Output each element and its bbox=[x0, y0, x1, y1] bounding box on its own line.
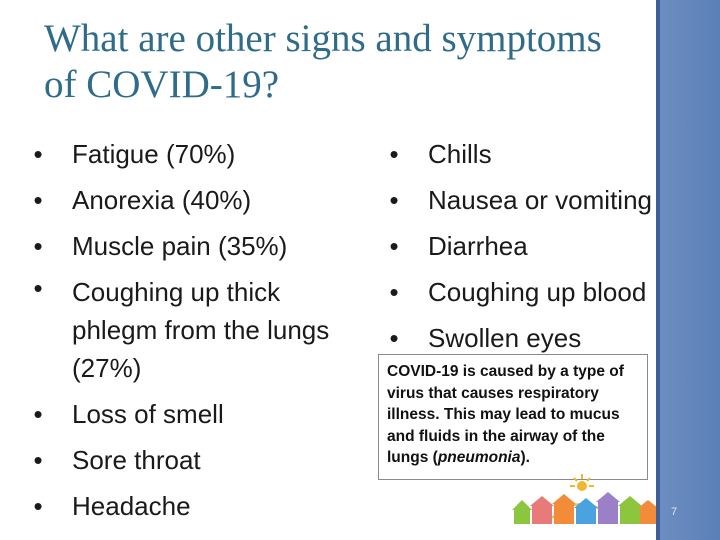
sun-icon bbox=[570, 474, 594, 491]
callout-text: COVID-19 is caused by a type of virus that causes respiratory illness. This may lead to mucus and fluids in the airway of the lungs ( bbox=[387, 363, 624, 466]
list-item-text: Anorexia (40%) bbox=[72, 185, 252, 215]
list-item bbox=[28, 391, 358, 437]
bullet-icon: • bbox=[389, 231, 399, 261]
bullet-icon: • bbox=[33, 491, 43, 521]
bullet-icon: • bbox=[389, 277, 399, 307]
decorative-sidebar bbox=[656, 0, 720, 540]
page-number: 7 bbox=[670, 506, 678, 518]
houses-logo bbox=[512, 470, 662, 530]
callout-suffix: ). bbox=[520, 449, 530, 466]
bullet-icon: • bbox=[33, 185, 43, 215]
list-item-text: Diarrhea bbox=[428, 231, 528, 261]
bullet-icon: • bbox=[389, 139, 399, 169]
list-item bbox=[28, 269, 358, 391]
list-item-text: Coughing up thick phlegm from the lungs (27%) bbox=[72, 277, 330, 383]
bullet-icon: • bbox=[389, 323, 399, 353]
callout-emphasis: pneumonia bbox=[437, 449, 521, 466]
list-item-text: Headache bbox=[72, 491, 191, 521]
list-item-text: Swollen eyes bbox=[428, 323, 582, 353]
bullet-icon: • bbox=[33, 445, 43, 475]
list-item bbox=[384, 223, 684, 269]
list-item bbox=[384, 269, 684, 315]
slide-title: What are other signs and symptoms of COVID-19? bbox=[44, 17, 602, 106]
bullet-icon: • bbox=[389, 185, 399, 215]
list-item bbox=[28, 437, 358, 483]
bullet-icon: • bbox=[33, 273, 43, 303]
list-item bbox=[28, 223, 358, 269]
list-item bbox=[28, 177, 358, 223]
list-item-text: Muscle pain (35%) bbox=[72, 231, 288, 261]
bullet-icon: • bbox=[33, 139, 43, 169]
right-symptom-list bbox=[384, 131, 684, 361]
list-item-text: Coughing up blood bbox=[428, 277, 647, 307]
left-symptom-list bbox=[28, 131, 358, 529]
list-item bbox=[28, 131, 358, 177]
list-item bbox=[384, 131, 684, 177]
list-item-text: Sore throat bbox=[72, 445, 201, 475]
house-icon bbox=[512, 492, 658, 524]
bullet-icon: • bbox=[33, 231, 43, 261]
list-item bbox=[384, 177, 684, 223]
list-item bbox=[28, 483, 358, 529]
callout-box bbox=[378, 354, 648, 480]
bullet-icon: • bbox=[33, 399, 43, 429]
list-item-text: Fatigue (70%) bbox=[72, 139, 236, 169]
list-item-text: Loss of smell bbox=[72, 399, 224, 429]
list-item-text: Chills bbox=[428, 139, 492, 169]
list-item-text: Nausea or vomiting bbox=[428, 185, 652, 215]
